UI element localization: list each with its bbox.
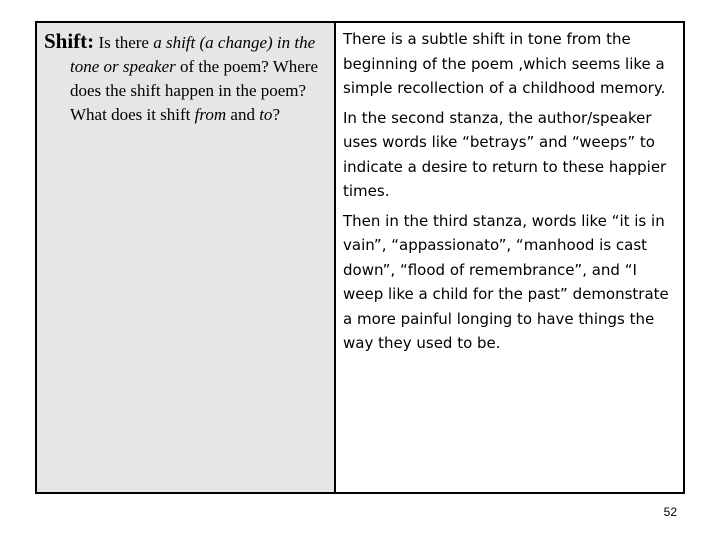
- shift-heading: Shift:: [44, 29, 95, 53]
- answer-paragraph-1: There is a subtle shift in tone from the beginning of the poem ,which seems like a simple recollection of a childhood memory.: [343, 30, 666, 97]
- question-text-2: a shift (a change) in the tone or speaker: [70, 33, 316, 76]
- answer-paragraph-3: Then in the third stanza, words like “it is in vain”, “appassionato”, “manhood is cast down”, “flood of remembrance”, and “I weep like a child for the past” demonstrate a more painful longing to have things the way they used to be.: [343, 211, 669, 352]
- question-text-3: of the poem? Where does the shift happen in the poem? What does it shift: [70, 57, 318, 124]
- answer-paragraph-2: In the second stanza, the author/speaker uses words like “betrays” and “weeps” to indicate a desire to return to these happier times.: [343, 108, 667, 200]
- page-number: 52: [663, 505, 677, 519]
- question-text-and: and: [226, 105, 260, 124]
- question-text-from: from: [194, 105, 227, 124]
- question-text-1: Is there: [94, 33, 154, 52]
- question-text-end: ?: [272, 105, 280, 124]
- shift-analysis-table: [35, 21, 685, 494]
- answer-cell: [336, 23, 683, 492]
- shift-question: [44, 29, 330, 127]
- question-text-to: to: [259, 105, 273, 124]
- question-cell: [37, 23, 336, 492]
